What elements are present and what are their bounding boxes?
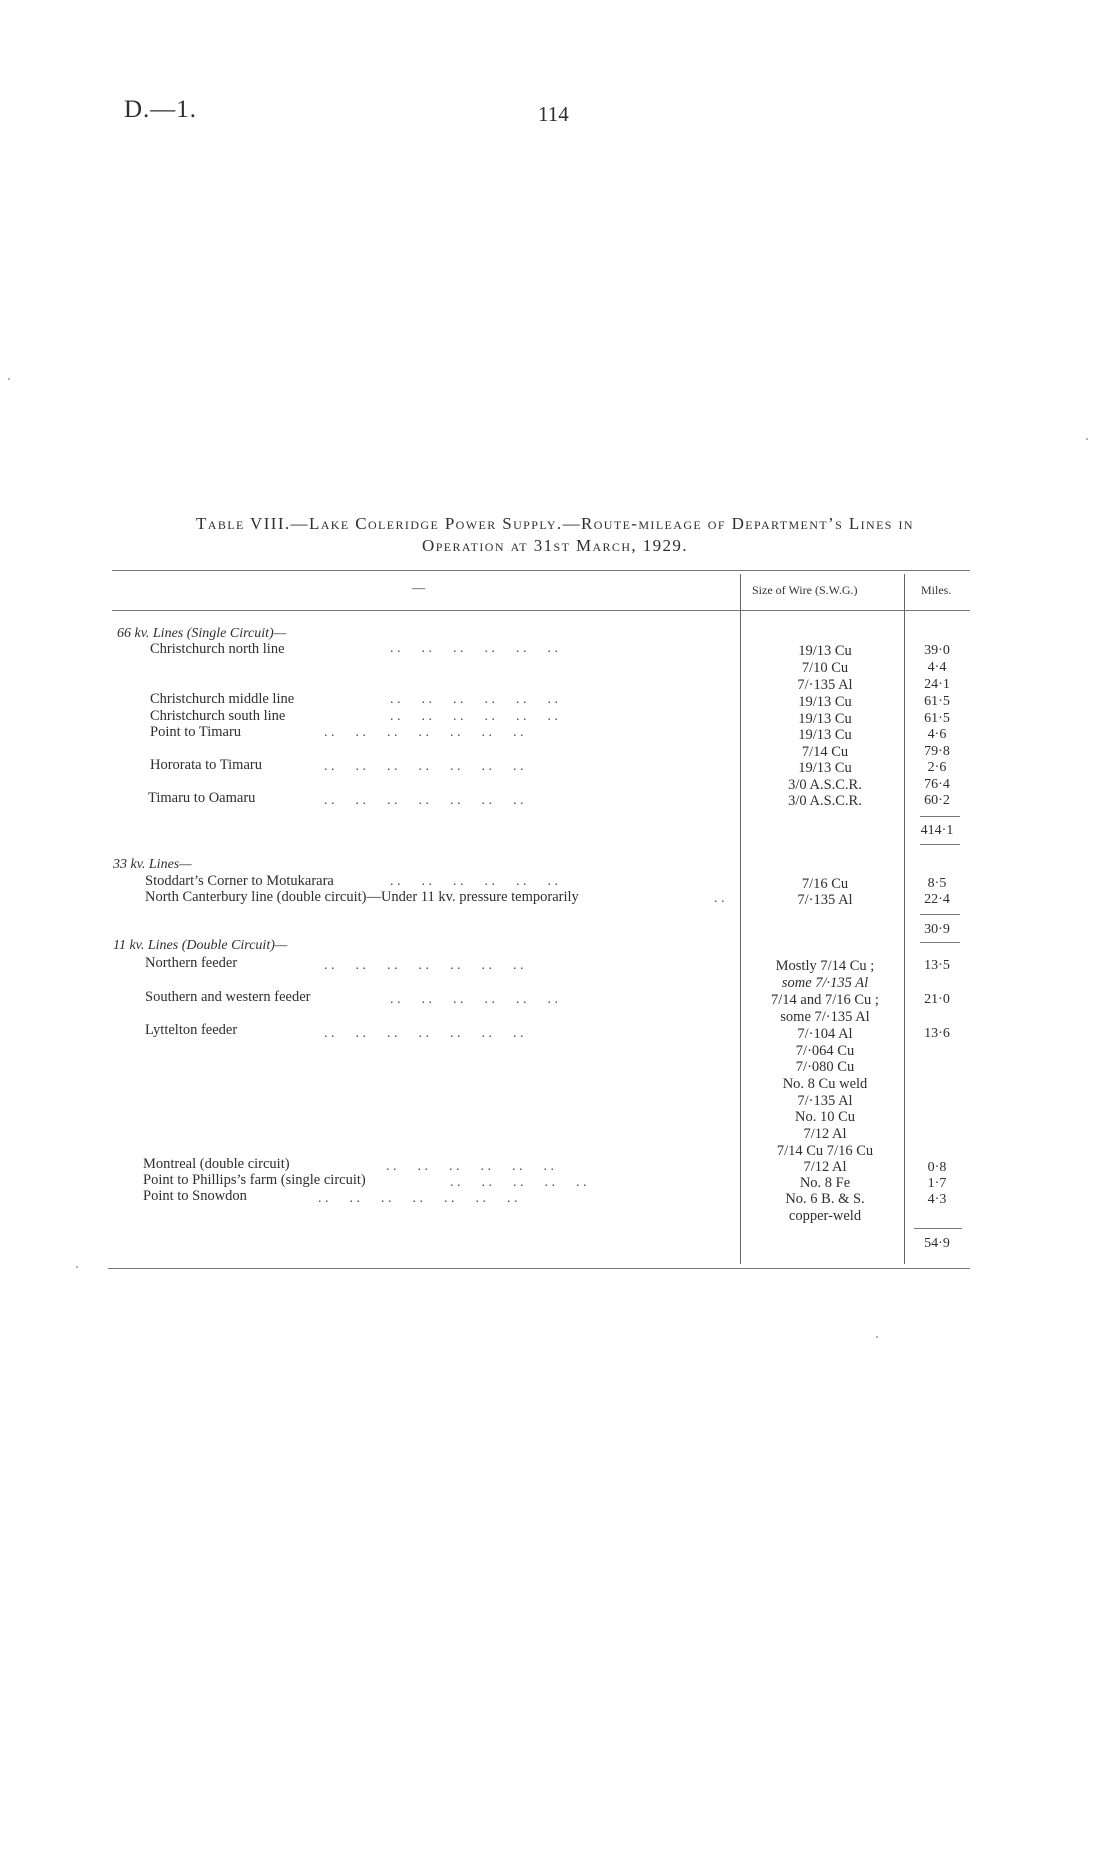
- miles-value: 22·4: [924, 892, 950, 907]
- miles-value: 79·8: [924, 744, 950, 759]
- row-label: North Canterbury line (double circuit)—Under 11 kv. pressure temporarily: [145, 889, 579, 905]
- row-label: Timaru to Oamaru: [148, 790, 256, 806]
- leader-dots: . . . . . . . . . .: [450, 1175, 587, 1190]
- miles-column-header: Miles.: [921, 583, 952, 597]
- miles-value: 13·6: [924, 1026, 950, 1041]
- wire-size: No. 8 Cu weld: [782, 1076, 868, 1092]
- wire-size: Mostly 7/14 Cu ;: [775, 958, 875, 974]
- row-label: Point to Phillips’s farm (single circuit): [143, 1172, 366, 1188]
- table-header-rule: [112, 610, 970, 611]
- miles-value: 61·5: [924, 711, 950, 726]
- subtotal-rule: [920, 942, 960, 943]
- subtotal-rule: [920, 816, 960, 817]
- wire-size: copper-weld: [788, 1208, 862, 1224]
- subtotal-rule: [914, 1228, 962, 1229]
- miles-value: 21·0: [924, 992, 950, 1007]
- leader-dots: . . . . . . . . . . . . . .: [324, 958, 524, 973]
- wire-size: 7/12 Al: [803, 1159, 847, 1175]
- row-label: Southern and western feeder: [145, 989, 311, 1005]
- document-reference: D.—1.: [124, 96, 198, 123]
- table-title-line-2: Operation at 31st March, 1929.: [422, 536, 688, 555]
- miles-value: 1·7: [927, 1176, 947, 1191]
- leader-dots: . . . . . . . . . . . .: [390, 692, 558, 707]
- miles-value: 0·8: [927, 1160, 947, 1175]
- wire-size: No. 10 Cu: [794, 1109, 856, 1125]
- miles-value: 13·5: [924, 958, 950, 973]
- wire-size-column-header: Size of Wire (S.W.G.): [752, 583, 858, 597]
- leader-dots: . . . . . . . . . . . .: [390, 641, 558, 656]
- wire-size: 7/16 Cu: [801, 876, 849, 892]
- row-label: Christchurch middle line: [150, 691, 295, 707]
- miles-value: 60·2: [924, 793, 950, 808]
- wire-size: 7/·080 Cu: [795, 1059, 855, 1075]
- wire-size: 7/14 and 7/16 Cu ;: [771, 992, 879, 1008]
- wire-size: 19/13 Cu: [798, 694, 852, 710]
- wire-size: some 7/·135 Al: [780, 1009, 870, 1025]
- miles-value: 76·4: [924, 777, 950, 792]
- leader-dots: . . . . . . . . . . . .: [390, 992, 558, 1007]
- table-bottom-rule: [108, 1268, 970, 1269]
- section-total: 54·9: [924, 1236, 950, 1251]
- miles-value: 2·6: [927, 760, 947, 775]
- page-number: 114: [538, 102, 569, 126]
- row-label: Christchurch south line: [150, 708, 286, 724]
- row-label: Point to Timaru: [150, 724, 242, 740]
- table-title-line-1: Table VIII.—Lake Coleridge Power Supply.—Route-mileage of Department’s Lines in: [195, 514, 914, 533]
- scan-speck: [1086, 438, 1088, 440]
- row-label: Northern feeder: [145, 955, 238, 971]
- leader-dots: . .: [714, 891, 725, 906]
- leader-dots: . . . . . . . . . . . . . .: [324, 1026, 524, 1041]
- leader-dots: . . . . . . . . . . . . . .: [324, 725, 524, 740]
- wire-size: 7/·135 Al: [797, 1093, 853, 1109]
- subtotal-rule: [920, 914, 960, 915]
- row-label: Hororata to Timaru: [150, 757, 262, 773]
- leader-dots: . . . . . . . . . . . .: [386, 1159, 554, 1174]
- miles-value: 8·5: [927, 876, 947, 891]
- scan-speck: [876, 1336, 878, 1338]
- wire-size: 19/13 Cu: [798, 643, 852, 659]
- row-label: Christchurch north line: [150, 641, 285, 657]
- wire-size: No. 8 Fe: [799, 1175, 851, 1191]
- leader-dots: . . . . . . . . . . . .: [390, 874, 558, 889]
- wire-size: 19/13 Cu: [798, 727, 852, 743]
- wire-size: No. 6 B. & S.: [785, 1191, 865, 1207]
- row-label: Lyttelton feeder: [145, 1022, 238, 1038]
- table-top-rule: [112, 570, 970, 571]
- row-label: Montreal (double circuit): [143, 1156, 290, 1172]
- first-column-header: —: [412, 580, 425, 595]
- wire-size: 7/14 Cu: [801, 744, 849, 760]
- leader-dots: . . . . . . . . . . . . . .: [318, 1191, 518, 1206]
- miles-value: 24·1: [924, 677, 950, 692]
- section-heading-33kv: 33 kv. Lines—: [113, 857, 192, 872]
- leader-dots: . . . . . . . . . . . . . .: [324, 793, 524, 808]
- miles-value: 4·4: [927, 660, 947, 675]
- wire-size: 7/10 Cu: [801, 660, 849, 676]
- miles-value: 39·0: [924, 643, 950, 658]
- wire-size: 7/·064 Cu: [795, 1043, 855, 1059]
- wire-size: 7/12 Al: [803, 1126, 847, 1142]
- wire-size: some 7/·135 Al: [781, 975, 869, 991]
- subtotal-rule: [920, 844, 960, 845]
- miles-value: 4·3: [927, 1192, 947, 1207]
- section-heading-66kv: 66 kv. Lines (Single Circuit)—: [117, 626, 287, 641]
- wire-size: 19/13 Cu: [798, 760, 852, 776]
- section-total: 30·9: [924, 922, 950, 937]
- wire-size: 7/14 Cu 7/16 Cu: [776, 1143, 874, 1159]
- scan-speck: [76, 1266, 78, 1268]
- section-total: 414·1: [920, 823, 954, 838]
- wire-size: 7/·135 Al: [797, 677, 853, 693]
- wire-size: 3/0 A.S.C.R.: [788, 777, 862, 793]
- leader-dots: . . . . . . . . . . . . . .: [324, 759, 524, 774]
- wire-size: 7/·135 Al: [797, 892, 853, 908]
- leader-dots: . . . . . . . . . . . .: [390, 709, 558, 724]
- miles-value: 4·6: [927, 727, 947, 742]
- wire-size: 7/·104 Al: [797, 1026, 853, 1042]
- row-label: Point to Snowdon: [143, 1188, 247, 1204]
- row-label: Stoddart’s Corner to Motukarara: [145, 873, 334, 889]
- section-heading-11kv: 11 kv. Lines (Double Circuit)—: [113, 938, 288, 953]
- scan-speck: [8, 378, 10, 380]
- wire-size: 3/0 A.S.C.R.: [788, 793, 862, 809]
- wire-size: 19/13 Cu: [798, 711, 852, 727]
- miles-value: 61·5: [924, 694, 950, 709]
